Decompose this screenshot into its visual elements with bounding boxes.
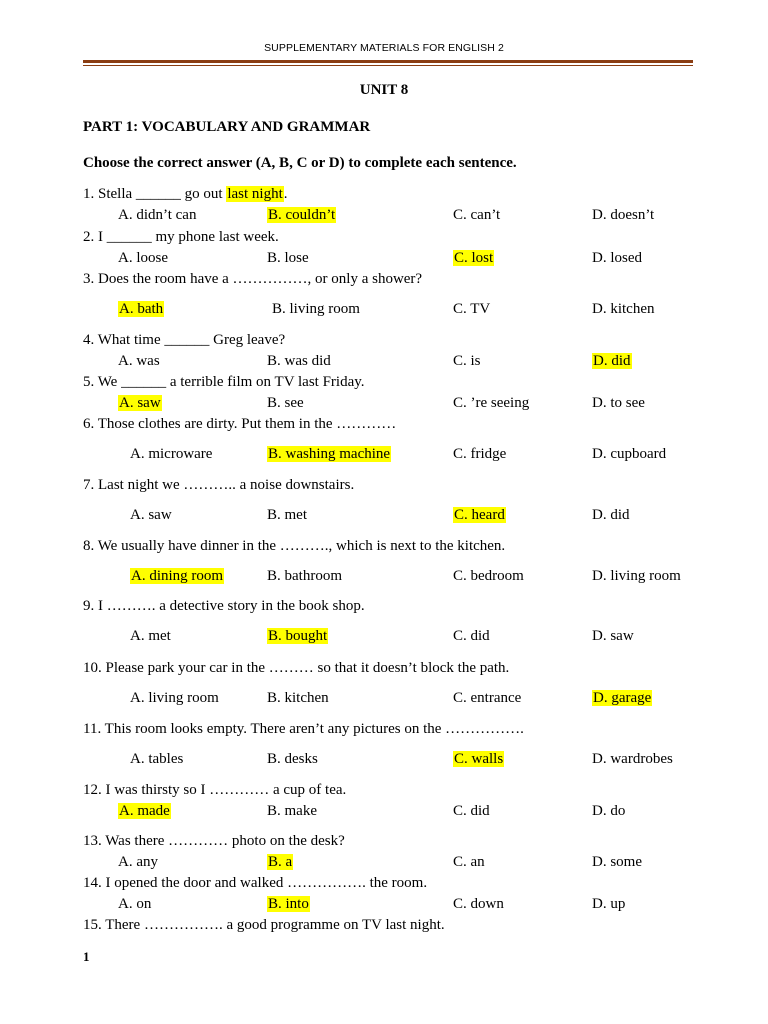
option-text: D. saw <box>592 628 634 644</box>
stem-text: 4. What time ______ Greg leave? <box>83 332 286 348</box>
option-13-a <box>118 853 158 871</box>
option-text: B. living room <box>272 301 360 317</box>
option-8-a <box>130 567 224 585</box>
page-header: SUPPLEMENTARY MATERIALS FOR ENGLISH 2 <box>264 42 504 54</box>
option-text: B. make <box>267 803 317 819</box>
question-stem-4 <box>83 331 285 349</box>
option-12-a <box>118 802 171 820</box>
option-text: B. was did <box>267 353 331 369</box>
option-text: D. kitchen <box>592 301 655 317</box>
option-text: B. see <box>267 395 304 411</box>
stem-text: . <box>283 186 288 202</box>
option-14-d <box>592 895 625 913</box>
option-text: B. lose <box>267 250 309 266</box>
option-text: A. loose <box>118 250 168 266</box>
option-13-d <box>592 853 642 871</box>
option-12-b <box>267 802 317 820</box>
option-text: A. didn’t can <box>118 207 197 223</box>
option-5-a <box>118 394 162 412</box>
option-6-c <box>453 445 506 463</box>
option-10-d <box>592 689 652 707</box>
option-text: A. living room <box>130 690 219 706</box>
option-9-b <box>267 627 328 645</box>
option-text: A. any <box>118 854 158 870</box>
option-14-b <box>267 895 310 913</box>
answer-highlight: C. heard <box>454 507 505 523</box>
unit-title: UNIT 8 <box>359 82 409 98</box>
answer-highlight: A. made <box>119 803 170 819</box>
option-text: C. TV <box>453 301 491 317</box>
option-1-c <box>453 206 500 224</box>
option-text: A. on <box>118 896 152 912</box>
option-text: B. bathroom <box>267 568 342 584</box>
option-9-c <box>453 627 490 645</box>
instruction: Choose the correct answer (A, B, C or D) to complete each sentence. <box>83 155 517 171</box>
stem-highlight: last night <box>227 186 283 202</box>
page-number: 1 <box>83 949 90 964</box>
question-stem-2 <box>83 228 279 246</box>
answer-highlight: B. into <box>268 896 309 912</box>
option-text: B. kitchen <box>267 690 329 706</box>
option-4-b <box>267 352 331 370</box>
option-11-d <box>592 750 673 768</box>
answer-highlight: B. bought <box>268 628 328 644</box>
option-text: B. desks <box>267 751 318 767</box>
answer-highlight: B. washing machine <box>268 446 391 462</box>
question-stem-13 <box>83 832 345 850</box>
option-text: C. an <box>453 854 485 870</box>
option-10-b <box>267 689 329 707</box>
option-2-a <box>118 249 168 267</box>
option-9-d <box>592 627 634 645</box>
option-11-b <box>267 750 318 768</box>
header-rule-thick <box>83 60 693 63</box>
question-stem-11 <box>83 720 524 738</box>
stem-text: 9. I ………. a detective story in the book shop. <box>83 598 365 614</box>
option-14-a <box>118 895 151 913</box>
stem-text: 13. Was there ………… photo on the desk? <box>83 833 345 849</box>
option-text: D. wardrobes <box>592 751 673 767</box>
option-13-c <box>453 853 485 871</box>
option-11-a <box>130 750 183 768</box>
stem-text: 11. This room looks empty. There aren’t any pictures on the ……………. <box>83 721 524 737</box>
option-text: D. did <box>592 507 630 523</box>
option-text: C. did <box>453 628 490 644</box>
question-stem-3 <box>83 270 422 288</box>
answer-highlight: A. dining room <box>131 568 224 584</box>
question-stem-1 <box>83 185 288 203</box>
option-text: D. doesn’t <box>592 207 655 223</box>
header-rule-thin <box>83 65 693 66</box>
question-stem-5 <box>83 373 365 391</box>
option-8-b <box>267 567 342 585</box>
stem-text: 12. I was thirsty so I ………… a cup of tea. <box>83 782 347 798</box>
option-5-b <box>267 394 304 412</box>
option-10-c <box>453 689 521 707</box>
option-text: A. saw <box>130 507 172 523</box>
option-text: C. down <box>453 896 504 912</box>
option-3-b <box>272 300 360 318</box>
stem-text: 1. Stella ______ go out <box>83 186 227 202</box>
option-text: C. can’t <box>453 207 501 223</box>
option-4-a <box>118 352 160 370</box>
stem-text: 10. Please park your car in the ……… so that it doesn’t block the path. <box>83 660 510 676</box>
answer-highlight: A. saw <box>119 395 161 411</box>
answer-highlight: C. walls <box>454 751 504 767</box>
option-8-c <box>453 567 524 585</box>
option-text: C. did <box>453 803 490 819</box>
option-2-d <box>592 249 642 267</box>
option-7-a <box>130 506 172 524</box>
answer-highlight: D. did <box>593 353 631 369</box>
option-4-c <box>453 352 481 370</box>
question-stem-15 <box>83 916 445 934</box>
stem-text: 7. Last night we ……….. a noise downstairs. <box>83 477 355 493</box>
option-8-d <box>592 567 681 585</box>
stem-text: 14. I opened the door and walked ……………. the room. <box>83 875 428 891</box>
question-stem-6 <box>83 415 396 433</box>
option-2-c <box>453 249 494 267</box>
answer-highlight: B. a <box>268 854 293 870</box>
option-text: C. entrance <box>453 690 522 706</box>
option-9-a <box>130 627 171 645</box>
option-1-a <box>118 206 196 224</box>
option-10-a <box>130 689 219 707</box>
option-text: D. losed <box>592 250 642 266</box>
option-text: D. some <box>592 854 642 870</box>
answer-highlight: D. garage <box>593 690 652 706</box>
option-6-b <box>267 445 391 463</box>
option-2-b <box>267 249 309 267</box>
option-3-c <box>453 300 490 318</box>
question-stem-8 <box>83 537 505 555</box>
option-13-b <box>267 853 293 871</box>
option-6-d <box>592 445 666 463</box>
option-3-a <box>118 300 164 318</box>
question-stem-10 <box>83 659 509 677</box>
option-text: A. tables <box>130 751 184 767</box>
option-text: B. met <box>267 507 307 523</box>
option-5-c <box>453 394 529 412</box>
option-text: D. to see <box>592 395 645 411</box>
option-text: D. cupboard <box>592 446 667 462</box>
stem-text: 8. We usually have dinner in the ………., which is next to the kitchen. <box>83 538 506 554</box>
option-text: C. bedroom <box>453 568 524 584</box>
answer-highlight: A. bath <box>119 301 164 317</box>
question-stem-7 <box>83 476 354 494</box>
question-stem-12 <box>83 781 346 799</box>
option-12-d <box>592 802 625 820</box>
question-stem-9 <box>83 597 365 615</box>
option-7-b <box>267 506 307 524</box>
option-1-d <box>592 206 654 224</box>
answer-highlight: B. couldn’t <box>268 207 336 223</box>
question-stem-14 <box>83 874 427 892</box>
stem-text: 6. Those clothes are dirty. Put them in the ………… <box>83 416 397 432</box>
option-5-d <box>592 394 645 412</box>
option-text: D. up <box>592 896 626 912</box>
option-7-d <box>592 506 630 524</box>
option-text: D. living room <box>592 568 681 584</box>
part-heading: PART 1: VOCABULARY AND GRAMMAR <box>83 119 371 135</box>
option-text: A. was <box>118 353 160 369</box>
answer-highlight: C. lost <box>454 250 494 266</box>
option-text: D. do <box>592 803 626 819</box>
option-text: C. fridge <box>453 446 507 462</box>
option-14-c <box>453 895 504 913</box>
option-6-a <box>130 445 212 463</box>
option-text: A. met <box>130 628 171 644</box>
option-text: C. is <box>453 353 481 369</box>
option-1-b <box>267 206 336 224</box>
stem-text: 2. I ______ my phone last week. <box>83 229 279 245</box>
stem-text: 3. Does the room have a ……………, or only a shower? <box>83 271 423 287</box>
option-12-c <box>453 802 490 820</box>
stem-text: 15. There ……………. a good programme on TV last night. <box>83 917 445 933</box>
option-7-c <box>453 506 506 524</box>
option-text: A. microware <box>130 446 213 462</box>
option-11-c <box>453 750 504 768</box>
option-4-d <box>592 352 632 370</box>
option-3-d <box>592 300 654 318</box>
stem-text: 5. We ______ a terrible film on TV last Friday. <box>83 374 365 390</box>
option-text: C. ’re seeing <box>453 395 530 411</box>
